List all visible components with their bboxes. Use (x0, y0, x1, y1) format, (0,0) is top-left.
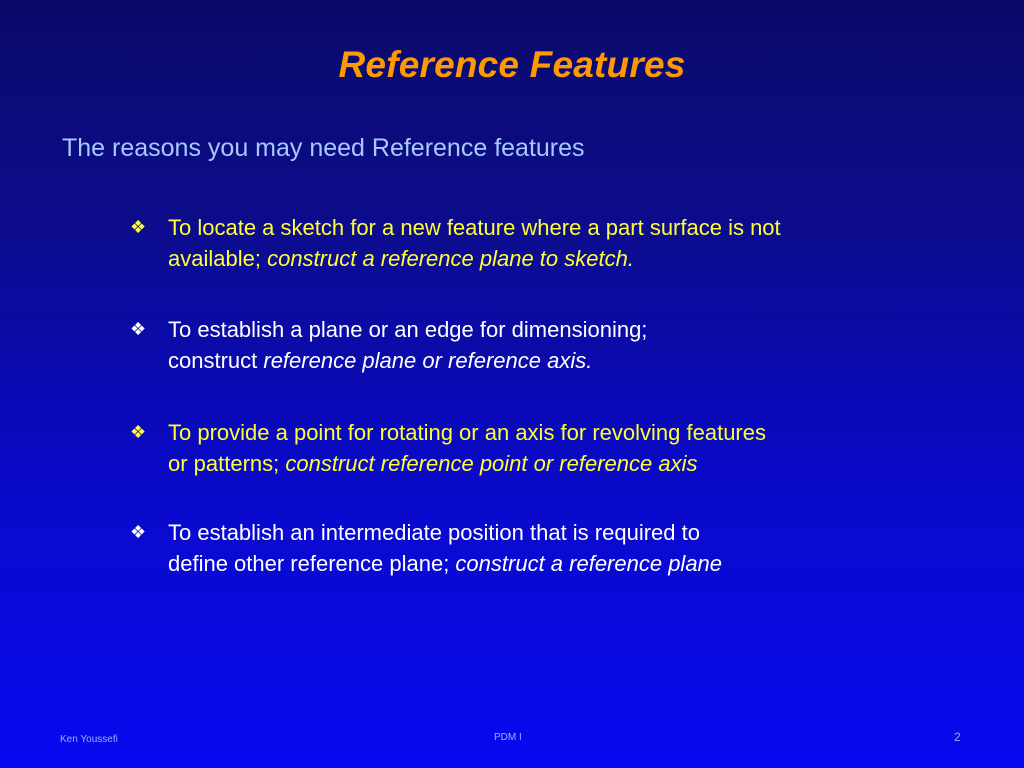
bullet-line: To locate a sketch for a new feature where a part surface is not (168, 215, 781, 240)
footer-author: Ken Youssefi (60, 734, 118, 745)
slide-subtitle: The reasons you may need Reference features (62, 134, 585, 162)
bullet-text (168, 417, 928, 479)
page-number: 2 (954, 730, 961, 744)
bullet-plain-text: define other reference plane; (168, 551, 456, 576)
bullet-emphasis-text: construct a reference plane to sketch. (267, 246, 634, 271)
bullet-text (168, 314, 928, 376)
bullet-line (168, 243, 928, 274)
bullet-emphasis-text: construct a reference plane (455, 551, 723, 576)
diamond-bullet-icon: ❖ (130, 422, 147, 442)
bullet-line (168, 548, 928, 579)
bullet-line (168, 448, 928, 479)
bullet-emphasis-text: construct reference point or reference axis (285, 451, 698, 476)
diamond-bullet-icon: ❖ (130, 522, 147, 542)
bullet-plain-text: or patterns; (168, 451, 286, 476)
bullet-line: To establish a plane or an edge for dimensioning; (168, 317, 648, 342)
bullet-line: To provide a point for rotating or an axis for revolving features (168, 420, 766, 445)
diamond-bullet-icon: ❖ (130, 217, 147, 237)
bullet-text (168, 212, 928, 274)
footer-course: PDM I (494, 732, 522, 743)
bullet-line (168, 345, 928, 376)
diamond-bullet-icon: ❖ (130, 319, 147, 339)
bullet-plain-text: available; (168, 246, 268, 271)
bullet-plain-text: construct (168, 348, 264, 373)
bullet-emphasis-text: reference plane or reference axis. (263, 348, 593, 373)
bullet-text (168, 517, 928, 579)
bullet-line: To establish an intermediate position that is required to (168, 520, 700, 545)
slide-title: Reference Features (338, 44, 686, 85)
